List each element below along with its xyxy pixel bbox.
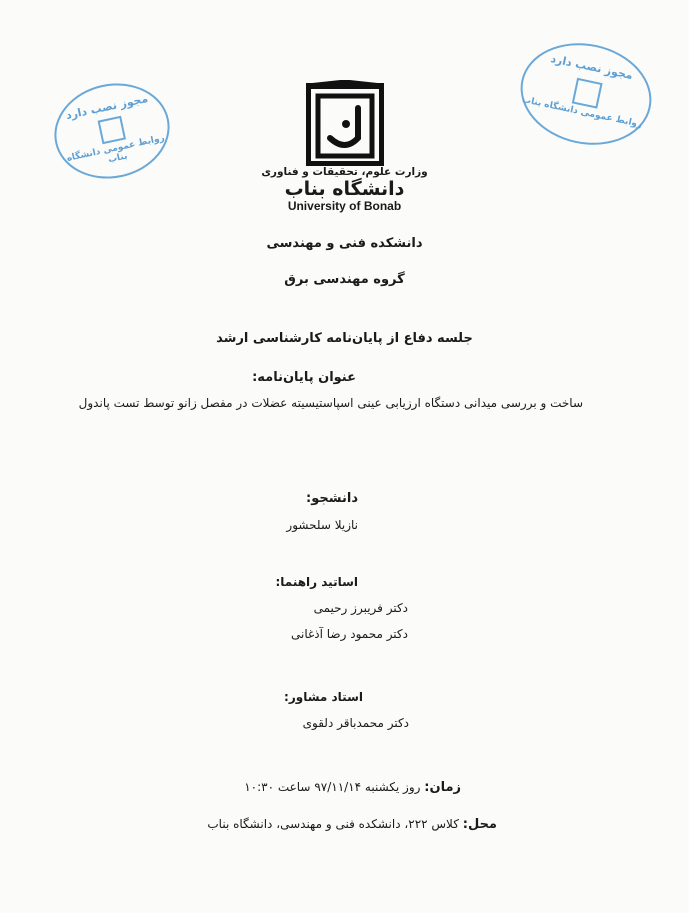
- stamp-logo-icon: [98, 116, 126, 144]
- right-stamp: [511, 31, 661, 156]
- supervisors-label: اساتید راهنما:: [275, 575, 358, 589]
- stamp-top-text: مجوز نصب دارد: [549, 52, 634, 83]
- faculty-name: دانشکده فنی و مهندسی: [266, 236, 423, 251]
- time-line: [244, 780, 461, 795]
- advisor-label: استاد مشاور:: [284, 690, 363, 704]
- stamp-bottom-text: روابط عمومی دانشگاه بناب: [521, 94, 643, 131]
- university-name-fa: دانشگاه بناب: [284, 178, 405, 200]
- thesis-title: ساخت و بررسی میدانی دستگاه ارزیابی عینی اسپاستیسیته عضلات در مفصل زانو توسط تست پاندول: [78, 396, 583, 410]
- student-label: دانشجو:: [306, 491, 358, 506]
- student-name: نازیلا سلحشور: [286, 518, 358, 532]
- supervisor-1: دکتر فریبرز رحیمی: [313, 601, 408, 615]
- advisor-name: دکتر محمدباقر دلقوی: [302, 716, 409, 730]
- location-line: [207, 817, 497, 832]
- location-label: محل:: [462, 817, 497, 832]
- university-logo-icon: [306, 80, 384, 166]
- stamp-top-text: مجوز نصب دارد: [64, 91, 150, 123]
- stamp-bottom-text: روابط عمومی دانشگاه بناب: [65, 133, 166, 166]
- university-name-en: University of Bonab: [287, 199, 402, 213]
- session-title: جلسه دفاع از پایان‌نامه کارشناسی ارشد: [216, 331, 473, 346]
- stamp-logo-icon: [572, 78, 603, 109]
- time-label: زمان:: [424, 780, 461, 795]
- supervisor-2: دکتر محمود رضا آذغانی: [291, 627, 408, 641]
- ministry-name: وزارت علوم، تحقیقات و فناوری: [261, 166, 428, 178]
- thesis-label: عنوان پایان‌نامه:: [252, 370, 356, 385]
- location-value: کلاس ۲۲۲، دانشکده فنی و مهندسی، دانشگاه بناب: [207, 817, 459, 831]
- time-value: روز یکشنبه ۹۷/۱۱/۱۴ ساعت ۱۰:۳۰: [244, 780, 421, 794]
- group-name: گروه مهندسی برق: [284, 272, 405, 287]
